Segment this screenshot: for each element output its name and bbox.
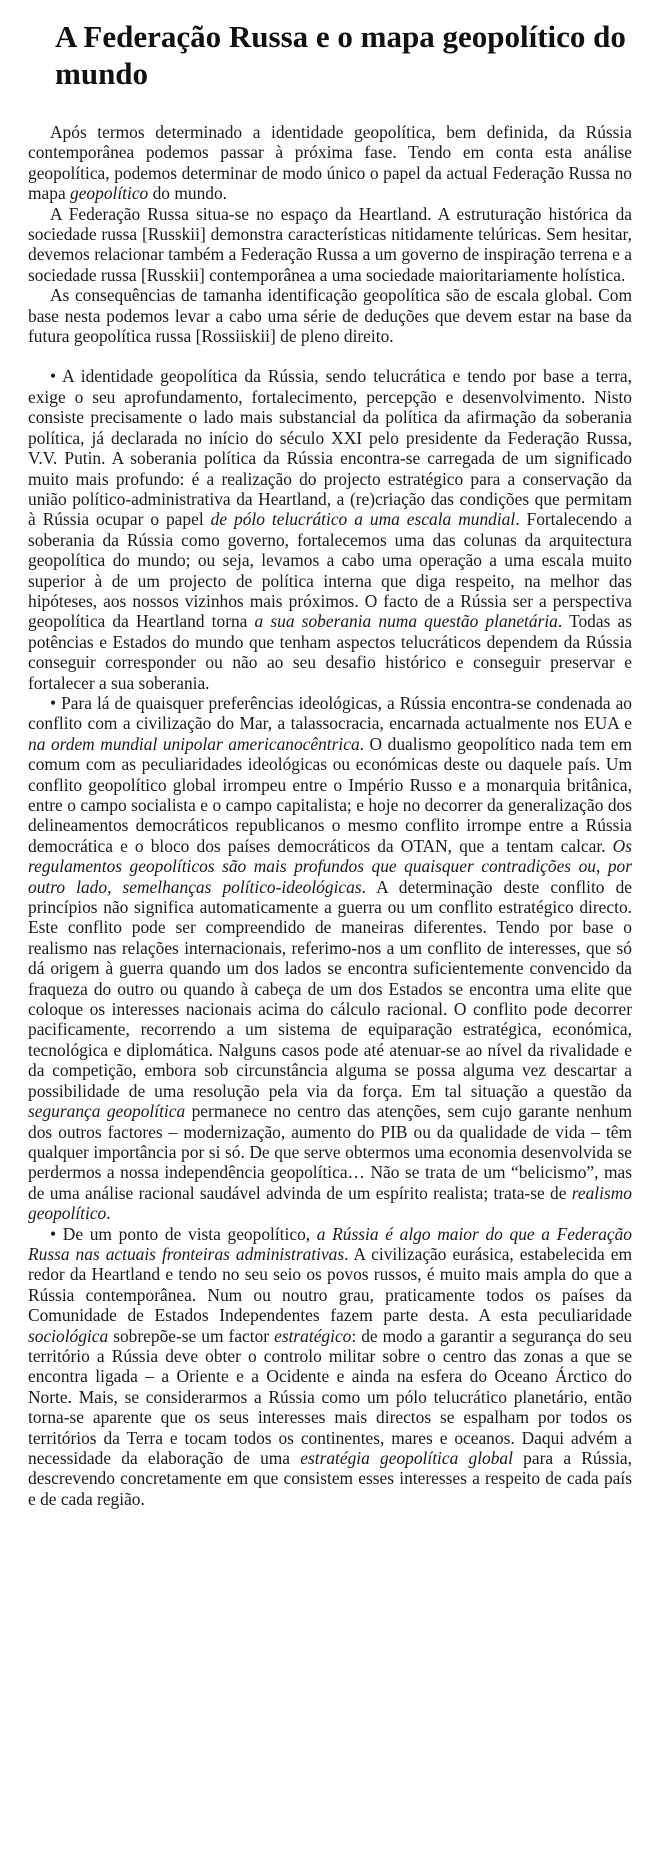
text-run: . Fortalecendo a soberania da Rússia como governo, fortalecemos uma das colunas da arquitectura geopolítica do mundo; ou seja, levamos a cabo uma operação a uma escala muito superior à de um projecto de política interna que diga respeito, na melhor das hipóteses, aos nossos vizinhos mais próximos. O facto de a Rússia ser a perspectiva geopolítica da Heartland torna xyxy=(28,509,632,632)
paragraph-intro-2 xyxy=(28,204,632,286)
text-run: para a Rússia, descrevendo concretamente em que consistem esses interesses a respeito de cada país e de cada região. xyxy=(28,1448,633,1509)
text-run-italic: segurança geopolítica xyxy=(28,1101,186,1122)
text-run: . xyxy=(106,1203,111,1224)
text-run: . A determinação deste conflito de princípios não significa automaticamente a guerra ou um conflito estratégico directo. Este conflito pode ser compreendido de maneiras diferentes. Tendo por base o realismo nas relações internacionais, referimo-nos a um conflito de interesses, que só dá origem à guerra quando um dos lados se encontra suficientemente convencido da fraqueza do outro ou quando à cabeça de um dos Estados se encontra uma elite que coloque os interesses nacionais acima do cálculo racional. O conflito pode decorrer pacificamente, recorrendo a um sistema de equiparação estratégica, económica, tecnológica e diplomática. Nalguns casos pode até atenuar-se ao nível da rivalidade e da competição, embora sob circunstância alguma se possa alguma vez descartar a possibilidade de uma resolução pela via da força. Em tal situação a questão da xyxy=(28,876,633,1101)
page-title: A Federação Russa e o mapa geopolítico do mundo xyxy=(55,19,626,91)
bullet-paragraph-identity xyxy=(28,366,632,693)
text-run-italic: estratégico xyxy=(274,1325,352,1346)
text-run-italic: Os regulamentos geopolíticos são mais profundos que quaisquer contradições ou, por outro lado, semelhanças político-ideológicas xyxy=(28,835,632,897)
text-run: do mundo. xyxy=(148,183,228,204)
text-run: . A civilização eurásica, estabelecida em redor da Heartland e tendo no seu seio os povos russos, é muito mais ampla do que a Rússia contemporânea. Num ou noutro grau, praticamente todos os países da Comunidade de Estados Independentes fazem parte desta. A esta peculiaridade xyxy=(28,1243,632,1326)
text-run-italic: geopolítico xyxy=(70,183,149,204)
text-run: A Federação Russa situa-se no espaço da Heartland. A estruturação histórica da sociedade russa [Russkii] demonstra características nitidamente telúricas. Sem hesitar, devemos relacionar também a Federação Russa a um governo de inspiração terrena e a sociedade russa [Russkii] contemporânea a uma sociedade maioritariamente holística. xyxy=(28,203,632,285)
text-run-italic: na ordem mundial unipolar americanocêntrica xyxy=(28,733,360,754)
text-run-italic: a sua soberania numa questão planetária xyxy=(254,611,558,632)
paragraph-intro-1 xyxy=(28,122,632,204)
text-run-italic: a Rússia é algo maior do que a Federação Russa nas actuais fronteiras administrativas xyxy=(28,1223,632,1264)
text-run: Após termos determinado a identidade geopolítica, bem definida, da Rússia contemporânea podemos passar à próxima fase. Tendo em conta esta análise geopolítica, podemos determinar de modo único o papel da actual Federação Russa no mapa xyxy=(28,122,632,204)
text-run: • A identidade geopolítica da Rússia, sendo telucrática e tendo por base a terra, exige o seu aprofundamento, fortalecimento, percepção e desenvolvimento. Nisto consiste precisamente o lado mais substancial da política da afirmação da soberania política, já declarada no início do século XXI pelo presidente da Federação Russa, V.V. Putin. A soberania política da Rússia encontra-se carregada de um significado muito mais profundo: é a realização do projecto estratégico para a conservação da união político-administrativa da Heartland, a (re)criação das condições que permitam à Rússia ocupar o papel xyxy=(28,366,632,530)
text-run-italic: estratégia geopolítica global xyxy=(300,1448,513,1468)
text-run: • De um ponto de vista geopolítico, xyxy=(50,1223,317,1244)
text-run: sobrepõe-se um factor xyxy=(108,1325,275,1346)
text-run-italic: sociológica xyxy=(28,1325,109,1346)
bullet-paragraph-conflict xyxy=(28,693,632,1224)
text-run-italic: de pólo telucrático a uma escala mundial xyxy=(210,509,516,530)
text-run: : de modo a garantir a segurança do seu território a Rússia deve obter o controlo militar sobre o centro das zonas a que se encontra ligada – a Oriente e a Ocidente e ainda na esfera do Oceano Árctico do Norte. Mais, se considerarmos a Rússia como um pólo telucrático planetário, então torna-se aparente que os seus interesses mais directos se espalham por todos os territórios da Terra e tocam todos os continentes, mares e oceanos. Daqui advém a necessidade da elaboração de uma xyxy=(28,1325,632,1468)
text-run: • Para lá de quaisquer preferências ideológicas, a Rússia encontra-se condenada ao conflito com a civilização do Mar, a talassocracia, encarnada actualmente nos EUA e xyxy=(28,692,632,734)
text-run: As consequências de tamanha identificação geopolítica são de escala global. Com base nesta podemos levar a cabo uma série de deduções que devem estar na base da futura geopolítica russa [Rossiiskii] de pleno direito. xyxy=(28,285,632,347)
bullet-paragraph-eurasia xyxy=(28,1224,632,1510)
text-run: . Todas as potências e Estados do mundo que tenham aspectos telucráticos dependem da Rússia conseguir corresponder ou não ao seu desafio histórico e conseguir preservar e fortalecer a sua soberania. xyxy=(28,611,632,693)
paragraph-intro-3 xyxy=(28,285,632,346)
text-run: . O dualismo geopolítico nada tem em comum com as peculiaridades ideológicas ou económicas deste ou daquele país. Um conflito geopolítico global irrompeu entre o Império Russo e a monarquia britânica, entre o campo socialista e o campo capitalista; e hoje no decorrer da generalização dos delineamentos democráticos republicanos o mesmo conflito irrompe entre a Rússia democrática e o bloco dos países democráticos da OTAN, que a tentam calcar. xyxy=(28,733,632,856)
text-run-italic: realismo geopolítico xyxy=(28,1182,632,1224)
text-run: permanece no centro das atenções, sem cujo garante nenhum dos outros factores – modernização, aumento do PIB ou da qualidade de vida – têm qualquer importância por si só. De que serve obtermos uma economia desenvolvida se perdermos a nossa independência geopolítica… Não se trata de um “belicismo”, mas de uma análise racional saudável advinda de um espírito realista; trata-se de xyxy=(28,1101,632,1203)
